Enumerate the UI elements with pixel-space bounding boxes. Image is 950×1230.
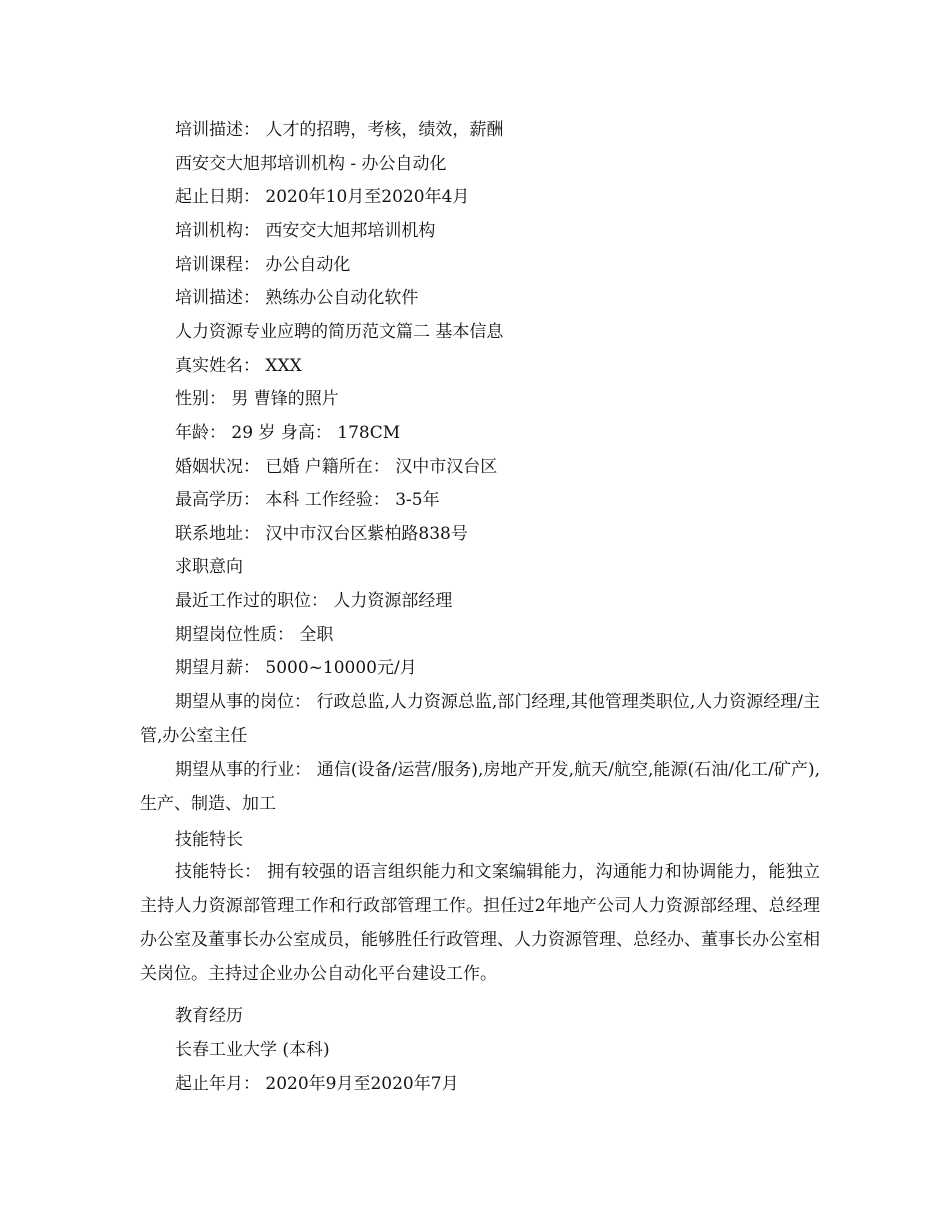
recent-position-line: 最近工作过的职位： 人力资源部经理	[175, 591, 453, 611]
job-type-line: 期望岗位性质： 全职	[175, 625, 334, 645]
address-line: 联系地址： 汉中市汉台区紫柏路838号	[175, 524, 468, 544]
training-dates-line: 起止日期： 2020年10月至2020年4月	[175, 187, 470, 207]
education-school-line: 长春工业大学 (本科)	[175, 1040, 330, 1060]
desired-industries-paragraph: 期望从事的行业： 通信(设备/运营/服务),房地产开发,航天/航空,能源(石油/化工/矿产),生产、制造、加工	[140, 760, 820, 814]
training-course-line: 培训课程： 办公自动化	[175, 255, 351, 275]
training-description-line: 培训描述： 人才的招聘，考核，绩效，薪酬	[175, 120, 504, 140]
training-description-line-2: 培训描述： 熟练办公自动化软件	[175, 288, 419, 308]
expected-salary-line: 期望月薪： 5000~10000元/月	[175, 658, 417, 678]
desired-positions-paragraph: 期望从事的岗位： 行政总监,人力资源总监,部门经理,其他管理类职位,人力资源经理/主管,办公室主任	[140, 692, 820, 746]
gender-line: 性别： 男 曹锋的照片	[175, 389, 339, 409]
name-line: 真实姓名： XXX	[175, 356, 302, 376]
age-height-line: 年龄： 29 岁 身高： 178CM	[175, 423, 401, 443]
education-heading: 教育经历	[175, 1006, 243, 1026]
marital-household-line: 婚姻状况： 已婚 户籍所在： 汉中市汉台区	[175, 457, 498, 477]
section-basic-info-heading: 人力资源专业应聘的简历范文篇二 基本信息	[175, 322, 504, 342]
training-org-course-line: 西安交大旭邦培训机构 - 办公自动化	[175, 154, 447, 174]
job-intention-heading: 求职意向	[175, 557, 243, 577]
training-org-line: 培训机构： 西安交大旭邦培训机构	[175, 221, 436, 241]
skills-paragraph: 技能特长： 拥有较强的语言组织能力和文案编辑能力，沟通能力和协调能力，能独立主持人力资源部管理工作和行政部管理工作。担任过2年地产公司人力资源部经理、总经理办公室及董事长办公室成员，能够胜任行政管理、人力资源管理、总经办、董事长办公室相关岗位。主持过企业办公自动化平台建设工作。	[140, 862, 820, 984]
skills-heading: 技能特长	[175, 830, 243, 850]
education-dates-line: 起止年月： 2020年9月至2020年7月	[175, 1074, 459, 1094]
education-experience-line: 最高学历： 本科 工作经验： 3-5年	[175, 490, 440, 510]
